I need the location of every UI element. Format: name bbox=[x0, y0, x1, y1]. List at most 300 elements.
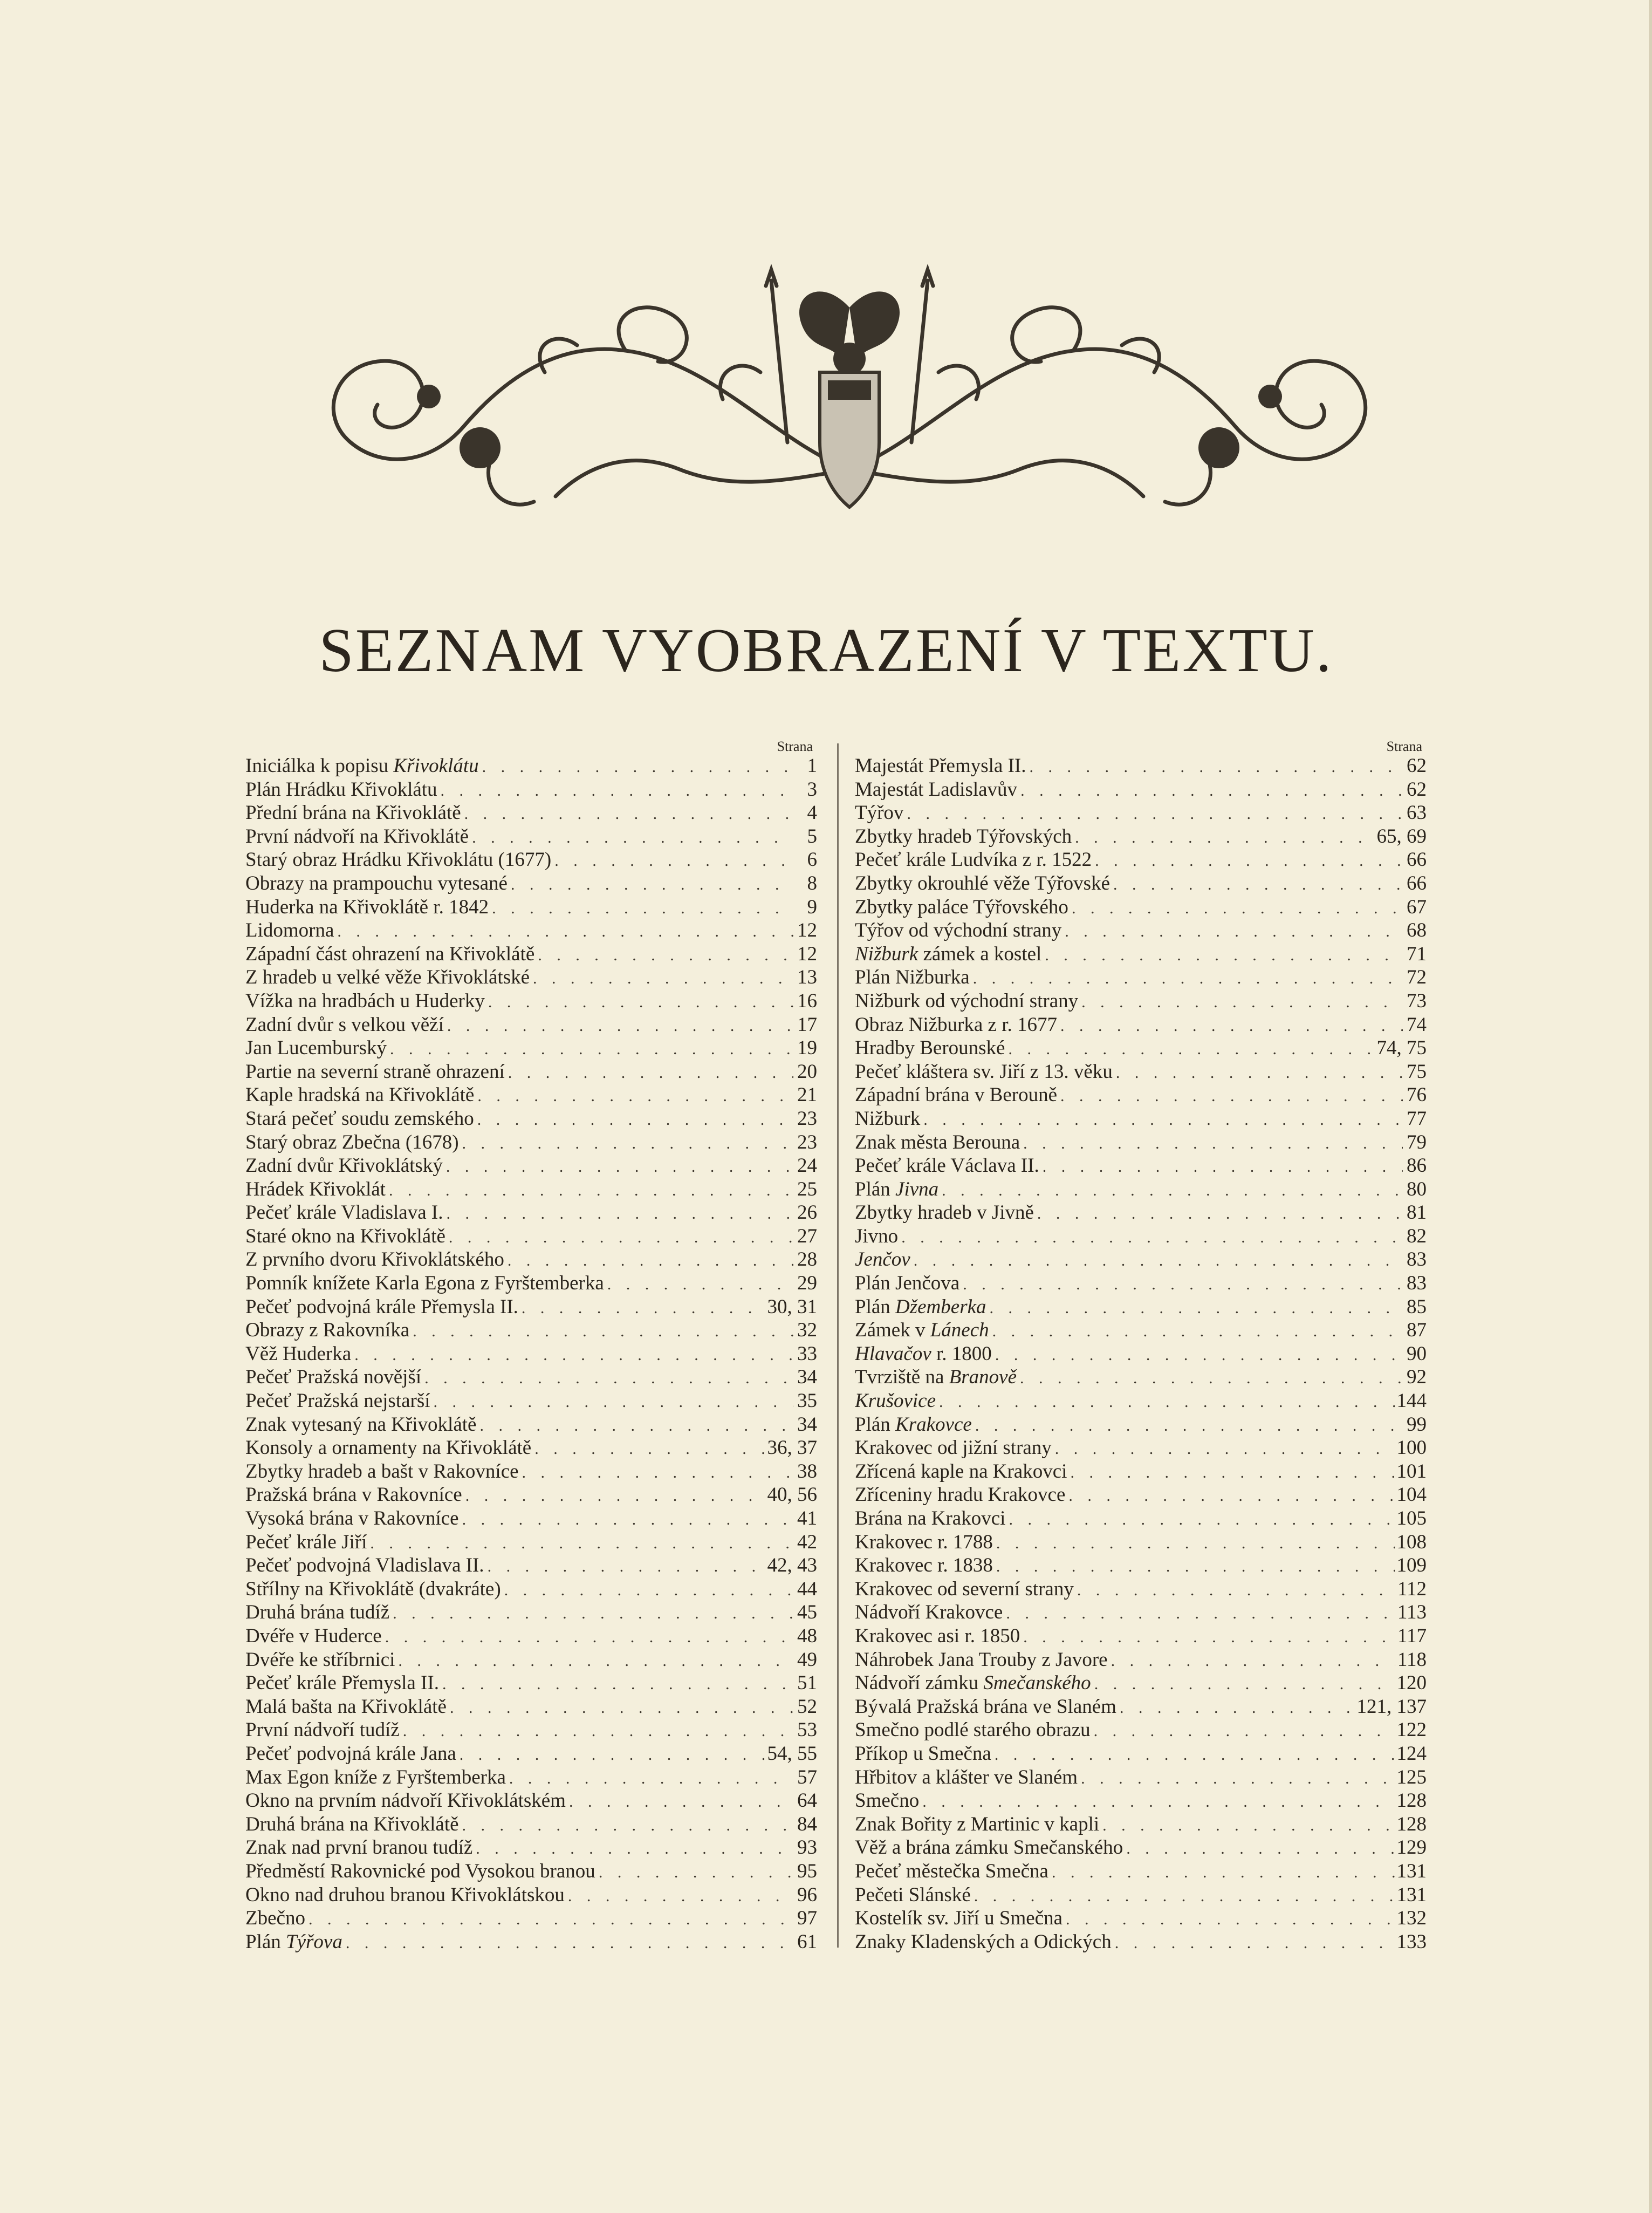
entry-label bbox=[855, 848, 1092, 872]
entry-label-text: Plán bbox=[245, 1930, 286, 1953]
entry-label bbox=[855, 1036, 1005, 1060]
index-entry bbox=[245, 1201, 817, 1225]
entry-label-text: Brána na Krakovci bbox=[855, 1507, 1006, 1529]
leader-dots bbox=[1017, 779, 1403, 802]
entry-label-text: Nižburk od východní strany bbox=[855, 989, 1079, 1012]
entry-page-number: 17 bbox=[797, 1013, 817, 1036]
index-entry bbox=[245, 989, 817, 1013]
leader-dots bbox=[938, 1179, 1403, 1201]
entry-label bbox=[245, 1201, 443, 1225]
index-entry bbox=[855, 1248, 1427, 1272]
entry-label-text: Zbytky okrouhlé věže Týřovské bbox=[855, 872, 1110, 894]
entry-label bbox=[855, 1554, 993, 1577]
leader-dots bbox=[1026, 755, 1403, 778]
left-entry-list bbox=[245, 754, 817, 1954]
entry-label bbox=[245, 1248, 504, 1272]
entry-label-text: Obrazy z Rakovníka bbox=[245, 1319, 410, 1342]
entry-label-text: Obraz Nižburka z r. 1677 bbox=[855, 1013, 1058, 1036]
entry-label-text: Zadní dvůr Křivoklátský bbox=[245, 1155, 443, 1177]
entry-page-number: 66 bbox=[1407, 849, 1427, 871]
index-entry bbox=[245, 1083, 817, 1107]
leader-dots bbox=[444, 1014, 793, 1037]
entry-label-text: Kostelík sv. Jiří u Smečna bbox=[855, 1907, 1063, 1930]
index-entry bbox=[855, 1319, 1427, 1342]
entry-label bbox=[245, 1766, 506, 1789]
entry-label-text: Plán bbox=[855, 1178, 896, 1200]
entry-page-number: 83 bbox=[1407, 1272, 1427, 1295]
entry-page-number: 35 bbox=[797, 1390, 817, 1412]
entry-page-number: 99 bbox=[1407, 1413, 1427, 1436]
entry-page-number: 105 bbox=[1396, 1507, 1427, 1529]
entry-label bbox=[855, 1201, 1034, 1225]
index-entry bbox=[855, 1671, 1427, 1695]
leader-dots bbox=[489, 897, 793, 919]
entry-label-italic: Krušovice bbox=[855, 1390, 936, 1412]
entry-label-text: Krakovec r. 1788 bbox=[855, 1531, 993, 1553]
leader-dots bbox=[459, 1508, 793, 1531]
leader-dots bbox=[504, 1249, 793, 1272]
leader-dots bbox=[1065, 1484, 1394, 1507]
leader-dots bbox=[959, 1273, 1403, 1295]
entry-label bbox=[245, 778, 437, 802]
entry-page-number: 84 bbox=[797, 1813, 817, 1835]
entry-page-number: 24 bbox=[797, 1155, 817, 1177]
entry-page-number: 92 bbox=[1407, 1366, 1427, 1389]
leader-dots bbox=[972, 1414, 1403, 1437]
entry-label-text: První nádvoří na Křivoklátě bbox=[245, 825, 469, 848]
heraldic-ornament-icon bbox=[302, 264, 1397, 534]
entry-page-number: 36, 37 bbox=[767, 1437, 817, 1459]
entry-label-text: Plán Hrádku Křivoklátu bbox=[245, 778, 437, 801]
entry-page-number: 83 bbox=[1407, 1248, 1427, 1271]
index-entry bbox=[855, 1013, 1427, 1037]
entry-page-number: 93 bbox=[797, 1836, 817, 1859]
index-entry bbox=[855, 1554, 1427, 1577]
leader-dots bbox=[445, 1226, 793, 1248]
leader-dots bbox=[461, 802, 793, 825]
leader-dots bbox=[443, 1202, 793, 1225]
leader-dots bbox=[1072, 826, 1374, 849]
entry-page-number: 64 bbox=[797, 1789, 817, 1812]
entry-page-number: 76 bbox=[1407, 1084, 1427, 1106]
entry-label-text: Zbytky paláce Týřovského bbox=[855, 896, 1068, 918]
index-entry bbox=[245, 1766, 817, 1789]
entry-label bbox=[855, 1083, 1057, 1107]
leader-dots bbox=[1020, 1132, 1403, 1155]
leader-dots bbox=[1112, 1931, 1395, 1954]
entry-label-suffix: zámek a kostel bbox=[918, 942, 1042, 965]
leader-dots bbox=[1017, 1367, 1403, 1389]
leader-dots bbox=[1067, 1461, 1394, 1484]
entry-page-number: 44 bbox=[797, 1577, 817, 1600]
leader-dots bbox=[447, 1696, 793, 1719]
entry-page-number: 65, 69 bbox=[1376, 825, 1427, 848]
leader-dots bbox=[1099, 1814, 1394, 1836]
entry-label-text: Huderka na Křivoklátě r. 1842 bbox=[245, 896, 489, 918]
entry-label-text: Zadní dvůr s velkou věží bbox=[245, 1013, 444, 1036]
entry-label-text: Západní část ohrazení na Křivoklátě bbox=[245, 942, 535, 965]
entry-page-number: 128 bbox=[1396, 1813, 1427, 1835]
leader-dots bbox=[367, 1532, 793, 1554]
entry-label bbox=[855, 1389, 936, 1413]
entry-label-text: Pečeť podvojná krále Jana bbox=[245, 1742, 456, 1765]
entry-page-number: 30, 31 bbox=[767, 1295, 817, 1318]
entry-label-text: Střílny na Křivoklátě (dvakráte) bbox=[245, 1577, 501, 1600]
index-entry bbox=[245, 1060, 817, 1084]
index-entry bbox=[245, 1013, 817, 1037]
index-entry bbox=[245, 848, 817, 872]
entry-page-number: 74, 75 bbox=[1376, 1037, 1427, 1060]
entry-label-text: Znak vytesaný na Křivoklátě bbox=[245, 1413, 477, 1436]
entry-label bbox=[855, 1248, 910, 1272]
entry-label-text: Příkop u Smečna bbox=[855, 1742, 991, 1765]
entry-label bbox=[855, 1860, 1048, 1883]
entry-label-italic: Hlavačov bbox=[855, 1342, 931, 1365]
entry-page-number: 62 bbox=[1407, 778, 1427, 801]
entry-page-number: 75 bbox=[1407, 1060, 1427, 1083]
index-entry bbox=[855, 1201, 1427, 1225]
leader-dots bbox=[395, 1649, 793, 1672]
entry-label-text: Pečeť kláštera sv. Jiří z 13. věku bbox=[855, 1060, 1113, 1083]
index-entry bbox=[855, 1342, 1427, 1366]
leader-dots bbox=[476, 1414, 793, 1437]
index-entry bbox=[855, 919, 1427, 942]
index-entry bbox=[855, 1718, 1427, 1742]
entry-page-number: 72 bbox=[1407, 966, 1427, 989]
entry-label-text: Majestát Ladislavův bbox=[855, 778, 1018, 801]
leader-dots bbox=[910, 1249, 1403, 1272]
entry-page-number: 132 bbox=[1396, 1907, 1427, 1930]
entry-label-text: Znak města Berouna bbox=[855, 1131, 1020, 1153]
leader-dots bbox=[1068, 897, 1403, 919]
leader-dots bbox=[479, 755, 793, 778]
entry-label-text: Pomník knížete Karla Egona z Fyrštemberka bbox=[245, 1272, 604, 1295]
index-entry bbox=[245, 1319, 817, 1342]
entry-label bbox=[245, 1013, 444, 1037]
entry-label-text: Pečeť krále Vladislava I. bbox=[245, 1201, 443, 1224]
entry-label-italic: Lánech bbox=[930, 1319, 989, 1342]
entry-label-text: Okno na prvním nádvoří Křivoklátském bbox=[245, 1789, 566, 1812]
leader-dots bbox=[1034, 1202, 1403, 1225]
leader-dots bbox=[382, 1625, 793, 1648]
leader-dots bbox=[437, 779, 793, 802]
entry-label-text: Náhrobek Jana Trouby z Javore bbox=[855, 1648, 1108, 1671]
entry-page-number: 29 bbox=[797, 1272, 817, 1295]
index-entry bbox=[855, 1930, 1427, 1954]
leader-dots bbox=[1063, 1908, 1394, 1930]
entry-page-number: 48 bbox=[797, 1624, 817, 1647]
page-title: SEZNAM VYOBRAZENÍ V TEXTU. bbox=[319, 616, 1333, 685]
entry-label bbox=[855, 1225, 898, 1248]
index-entry bbox=[245, 1531, 817, 1554]
entry-page-number: 129 bbox=[1396, 1836, 1427, 1859]
leader-dots bbox=[505, 1061, 793, 1084]
entry-label-italic: Nižburk bbox=[855, 942, 918, 965]
entry-label-text: Západní brána v Berouně bbox=[855, 1084, 1057, 1106]
entry-label-text: Obrazy na prampouchu vytesané bbox=[245, 872, 508, 894]
entry-label bbox=[855, 1178, 938, 1201]
entry-label bbox=[245, 1624, 382, 1648]
index-entry bbox=[245, 1413, 817, 1437]
entry-label-italic: Týřova bbox=[286, 1930, 342, 1953]
entry-label-text: Nádvoří Krakovce bbox=[855, 1601, 1003, 1624]
entry-page-number: 80 bbox=[1407, 1178, 1427, 1200]
entry-page-number: 86 bbox=[1407, 1155, 1427, 1177]
page-column-header: Strana bbox=[777, 739, 813, 754]
entry-label bbox=[855, 825, 1072, 849]
leader-dots bbox=[534, 944, 793, 966]
index-entry bbox=[855, 1789, 1427, 1813]
entry-page-number: 104 bbox=[1396, 1484, 1427, 1506]
leader-dots bbox=[1123, 1837, 1394, 1860]
index-entry bbox=[855, 872, 1427, 896]
index-entry bbox=[855, 1742, 1427, 1766]
entry-page-number: 82 bbox=[1407, 1225, 1427, 1247]
entry-label-text: Dvéře v Huderce bbox=[245, 1624, 382, 1647]
entry-label bbox=[245, 1695, 447, 1719]
entry-page-number: 128 bbox=[1396, 1789, 1427, 1812]
index-entry bbox=[245, 1860, 817, 1883]
entry-page-number: 57 bbox=[797, 1766, 817, 1788]
entry-page-number: 77 bbox=[1407, 1107, 1427, 1130]
entry-page-number: 53 bbox=[797, 1719, 817, 1741]
entry-label-text: Okno nad druhou branou Křivoklátskou bbox=[245, 1883, 565, 1906]
entry-label bbox=[245, 1342, 351, 1366]
entry-label bbox=[855, 1483, 1065, 1507]
entry-label bbox=[855, 989, 1078, 1013]
leader-dots bbox=[936, 1390, 1394, 1413]
entry-label-text: Konsoly a ornamenty na Křivoklátě bbox=[245, 1437, 532, 1459]
entry-label-text: Pečeť podvojná krále Přemysla II. bbox=[245, 1295, 518, 1318]
entry-label-text: Z hradeb u velké věže Křivoklátské bbox=[245, 966, 530, 989]
entry-page-number: 20 bbox=[797, 1060, 817, 1083]
index-entry bbox=[245, 1107, 817, 1131]
index-entry bbox=[245, 872, 817, 896]
entry-label-text: Pečeti Slánské bbox=[855, 1883, 971, 1906]
entry-page-number: 87 bbox=[1407, 1319, 1427, 1342]
index-entry bbox=[855, 778, 1427, 802]
entry-label-text: Věž a brána zámku Smečanského bbox=[855, 1836, 1123, 1859]
entry-page-number: 33 bbox=[797, 1342, 817, 1365]
index-entry bbox=[245, 1272, 817, 1295]
entry-label-text: Předměstí Rakovnické pod Vysokou branou bbox=[245, 1860, 595, 1882]
index-entry bbox=[245, 1930, 817, 1954]
entry-label-text: Stará pečeť soudu zemského bbox=[245, 1107, 474, 1130]
index-entry bbox=[855, 1577, 1427, 1601]
entry-label bbox=[245, 754, 479, 778]
entry-label bbox=[855, 1695, 1116, 1719]
index-entry bbox=[245, 1295, 817, 1319]
entry-label-text: Pečeť Pražská novější bbox=[245, 1366, 422, 1389]
entry-label bbox=[855, 942, 1041, 966]
index-entry bbox=[245, 1248, 817, 1272]
entry-label bbox=[855, 1577, 1074, 1601]
leader-dots bbox=[551, 849, 793, 872]
leader-dots bbox=[1108, 1649, 1395, 1672]
entry-label-text: Pečeť krále Ludvíka z r. 1522 bbox=[855, 849, 1092, 871]
index-entry bbox=[245, 1436, 817, 1460]
entry-page-number: 62 bbox=[1407, 755, 1427, 777]
entry-label bbox=[245, 1907, 305, 1930]
leader-dots bbox=[920, 1108, 1403, 1131]
leader-dots bbox=[993, 1532, 1395, 1554]
leader-dots bbox=[595, 1861, 793, 1883]
entry-page-number: 100 bbox=[1396, 1437, 1427, 1459]
entry-label bbox=[855, 872, 1110, 896]
entry-label-text: Pečeť krále Václava II. bbox=[855, 1155, 1039, 1177]
index-entry bbox=[855, 942, 1427, 966]
index-entry bbox=[245, 942, 817, 966]
entry-label bbox=[245, 1507, 459, 1531]
entry-label-text: Znaky Kladenských a Odických bbox=[855, 1930, 1112, 1953]
entry-label bbox=[245, 1648, 395, 1672]
index-entry bbox=[245, 1154, 817, 1178]
entry-label-text: Partie na severní straně ohrazení bbox=[245, 1060, 505, 1083]
entry-label bbox=[855, 754, 1026, 778]
leader-dots bbox=[400, 1719, 793, 1742]
entry-label-text: Vysoká brána v Rakovníce bbox=[245, 1507, 459, 1529]
entry-label bbox=[245, 1225, 445, 1248]
entry-label-italic: Smečanského bbox=[983, 1672, 1091, 1695]
index-entry bbox=[245, 1883, 817, 1907]
entry-label bbox=[855, 1531, 993, 1554]
entry-label-text: Nižburk bbox=[855, 1107, 921, 1130]
entry-page-number: 23 bbox=[797, 1131, 817, 1153]
leader-dots bbox=[989, 1320, 1403, 1342]
index-entry bbox=[855, 1225, 1427, 1248]
leader-dots bbox=[1078, 991, 1403, 1013]
entry-label-text: Plán Jenčova bbox=[855, 1272, 960, 1295]
entry-label bbox=[855, 1436, 1052, 1460]
entry-page-number: 42 bbox=[797, 1531, 817, 1553]
entry-label-text: Staré okno na Křivoklátě bbox=[245, 1225, 445, 1247]
entry-page-number: 66 bbox=[1407, 872, 1427, 894]
index-entry bbox=[855, 1083, 1427, 1107]
entry-label bbox=[245, 1365, 421, 1389]
leader-dots bbox=[903, 802, 1403, 825]
leader-dots bbox=[474, 1084, 793, 1107]
entry-page-number: 51 bbox=[797, 1672, 817, 1695]
entry-label bbox=[855, 1507, 1005, 1531]
entry-label-text: Krakovec asi r. 1850 bbox=[855, 1624, 1020, 1647]
entry-label-text: Přední brána na Křivoklátě bbox=[245, 802, 461, 824]
entry-page-number: 71 bbox=[1407, 942, 1427, 965]
entry-label bbox=[245, 1813, 459, 1836]
entry-label bbox=[855, 1930, 1112, 1954]
leader-dots bbox=[1039, 1155, 1403, 1178]
entry-label-text: Krakovec r. 1838 bbox=[855, 1554, 993, 1577]
entry-page-number: 3 bbox=[807, 778, 817, 801]
entry-page-number: 122 bbox=[1396, 1719, 1427, 1741]
leader-dots bbox=[1110, 873, 1403, 896]
leader-dots bbox=[485, 991, 793, 1013]
entry-label bbox=[855, 1107, 920, 1131]
leader-dots bbox=[1005, 1508, 1394, 1531]
entry-page-number: 38 bbox=[797, 1460, 817, 1483]
entry-label-text: Jivno bbox=[855, 1225, 899, 1247]
entry-label bbox=[855, 1907, 1063, 1930]
entry-label bbox=[245, 1483, 462, 1507]
entry-label-italic: Jivna bbox=[895, 1178, 939, 1200]
entry-label bbox=[855, 1154, 1039, 1178]
entry-label-text: Pražská brána v Rakovníce bbox=[245, 1484, 462, 1506]
entry-label bbox=[855, 801, 903, 825]
index-entry bbox=[245, 1813, 817, 1836]
entry-page-number: 34 bbox=[797, 1366, 817, 1389]
entry-page-number: 49 bbox=[797, 1648, 817, 1671]
entry-label-text: Smečno bbox=[855, 1789, 920, 1812]
entry-label-text: Pečeť krále Přemysla II. bbox=[245, 1672, 439, 1695]
entry-page-number: 90 bbox=[1407, 1342, 1427, 1365]
entry-label bbox=[245, 1413, 476, 1437]
entry-label bbox=[245, 1154, 443, 1178]
right-column bbox=[855, 739, 1427, 1954]
entry-label-text: Pečeť Pražská nejstarší bbox=[245, 1390, 430, 1412]
index-entry bbox=[855, 1154, 1427, 1178]
entry-page-number: 27 bbox=[797, 1225, 817, 1247]
leader-dots bbox=[1061, 920, 1403, 942]
leader-dots bbox=[1091, 1719, 1395, 1742]
index-entry bbox=[855, 1695, 1427, 1719]
index-entry bbox=[855, 966, 1427, 989]
entry-label-text: Starý obraz Hrádku Křivoklátu (1677) bbox=[245, 849, 552, 871]
entry-label bbox=[245, 1601, 389, 1624]
leader-dots bbox=[1005, 1037, 1374, 1060]
entry-label-text: Znak nad první branou tudíž bbox=[245, 1836, 473, 1859]
index-entry bbox=[855, 1460, 1427, 1484]
entry-label-text: Pečeť městečka Smečna bbox=[855, 1860, 1048, 1882]
index-entry bbox=[245, 778, 817, 802]
entry-page-number: 96 bbox=[797, 1883, 817, 1906]
entry-label-text: Hradby Berounské bbox=[855, 1037, 1005, 1060]
entry-label-text: Majestát Přemysla II. bbox=[855, 755, 1026, 777]
index-entry bbox=[245, 1507, 817, 1531]
index-entry bbox=[855, 1483, 1427, 1507]
leader-dots bbox=[342, 1931, 793, 1954]
index-entry bbox=[245, 1718, 817, 1742]
entry-page-number: 19 bbox=[797, 1037, 817, 1060]
leader-dots bbox=[992, 1343, 1403, 1366]
entry-page-number: 8 bbox=[807, 872, 817, 894]
entry-page-number: 67 bbox=[1407, 896, 1427, 918]
entry-label bbox=[245, 1531, 367, 1554]
entry-label-italic: Krakovce bbox=[895, 1413, 972, 1436]
entry-label-text: Iniciálka k popisu bbox=[245, 755, 394, 777]
index-entry bbox=[855, 825, 1427, 849]
entry-label bbox=[855, 1766, 1078, 1789]
entry-label-italic: Branově bbox=[949, 1366, 1017, 1389]
entry-label bbox=[245, 1883, 565, 1907]
leader-dots bbox=[970, 967, 1403, 989]
entry-label-text: Pečeť krále Jiří bbox=[245, 1531, 367, 1553]
entry-label-text: Druhá brána na Křivoklátě bbox=[245, 1813, 459, 1835]
entry-label bbox=[855, 1013, 1057, 1037]
entry-label bbox=[245, 1036, 387, 1060]
index-entry bbox=[245, 1601, 817, 1624]
entry-page-number: 61 bbox=[797, 1930, 817, 1953]
entry-label bbox=[245, 1319, 409, 1342]
leader-dots bbox=[305, 1908, 793, 1930]
entry-page-number: 73 bbox=[1407, 989, 1427, 1012]
index-entry bbox=[245, 1624, 817, 1648]
leader-dots bbox=[459, 1814, 793, 1836]
entry-label-text: Hřbitov a klášter ve Slaném bbox=[855, 1766, 1078, 1788]
entry-label bbox=[855, 1131, 1020, 1155]
entry-page-number: 117 bbox=[1397, 1624, 1427, 1647]
left-column bbox=[245, 739, 817, 1954]
entry-page-number: 54, 55 bbox=[767, 1742, 817, 1765]
leader-dots bbox=[1020, 1625, 1395, 1648]
